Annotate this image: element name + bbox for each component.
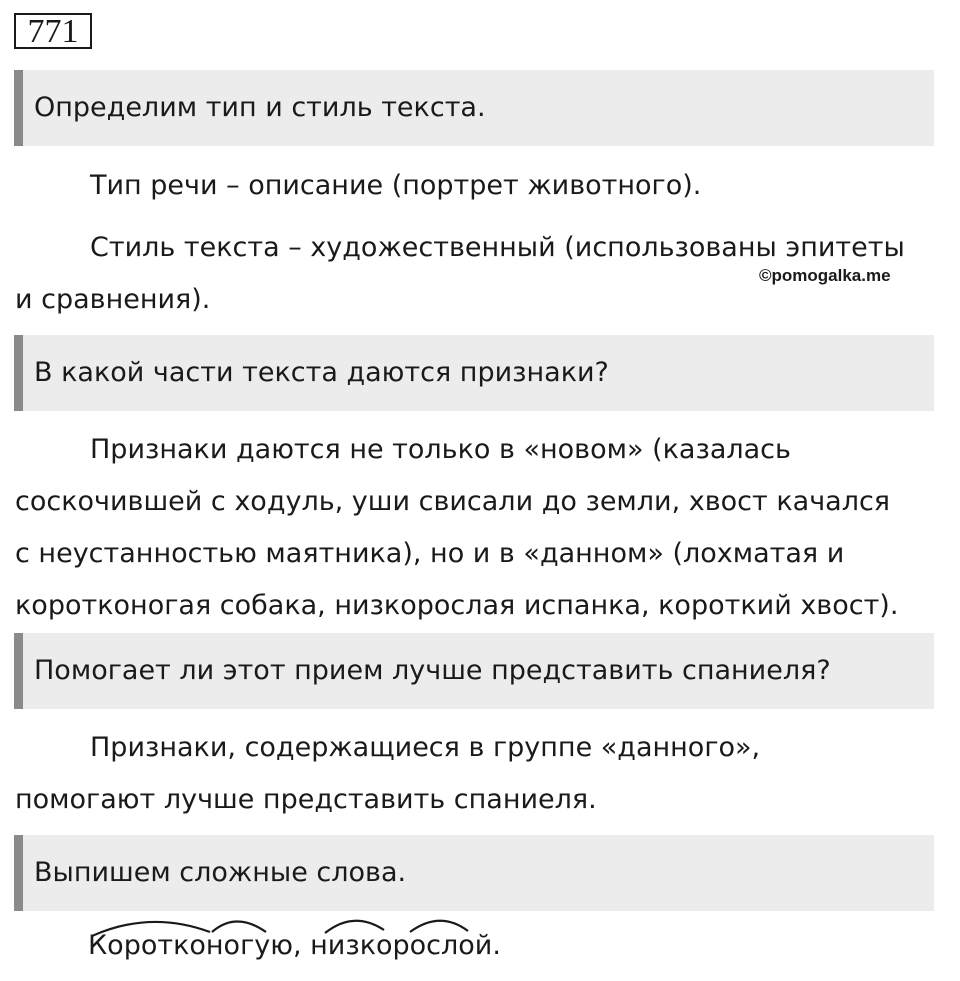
text-line: помогают лучше представить спаниеля. xyxy=(15,784,597,815)
text-line: соскочившей с ходуль, уши свисали до земли, хвост качался xyxy=(15,486,891,517)
watermark: ©pomogalka.me xyxy=(759,266,891,285)
text-line: Стиль текста – художественный (использованы эпитеты xyxy=(90,232,905,263)
text-line: Признаки, содержащиеся в группе «данного», xyxy=(90,732,761,763)
question-3: Помогает ли этот прием лучше представить спаниеля? xyxy=(14,633,934,709)
text-line: Признаки даются не только в «новом» (казалась xyxy=(90,434,791,465)
text-line: и сравнения). xyxy=(15,284,211,315)
text-line: с неустанностью маятника), но и в «данном» (лохматая и xyxy=(15,538,845,569)
answer-1-paragraph-1 xyxy=(15,160,950,212)
task-number: 771 xyxy=(14,13,92,49)
text-line: коротконогая собака, низкорослая испанка, короткий хвост). xyxy=(15,590,899,621)
compound-words-answer: Коротконогую, низкорослой. xyxy=(88,930,501,961)
question-1: Определим тип и стиль текста. xyxy=(14,70,934,146)
question-2: В какой части текста даются признаки? xyxy=(14,335,934,411)
answer-2-paragraph-1 xyxy=(15,424,950,632)
text-line: Тип речи – описание (портрет животного). xyxy=(90,170,702,201)
question-4: Выпишем сложные слова. xyxy=(14,835,934,911)
answer-3-paragraph-1 xyxy=(15,722,950,826)
